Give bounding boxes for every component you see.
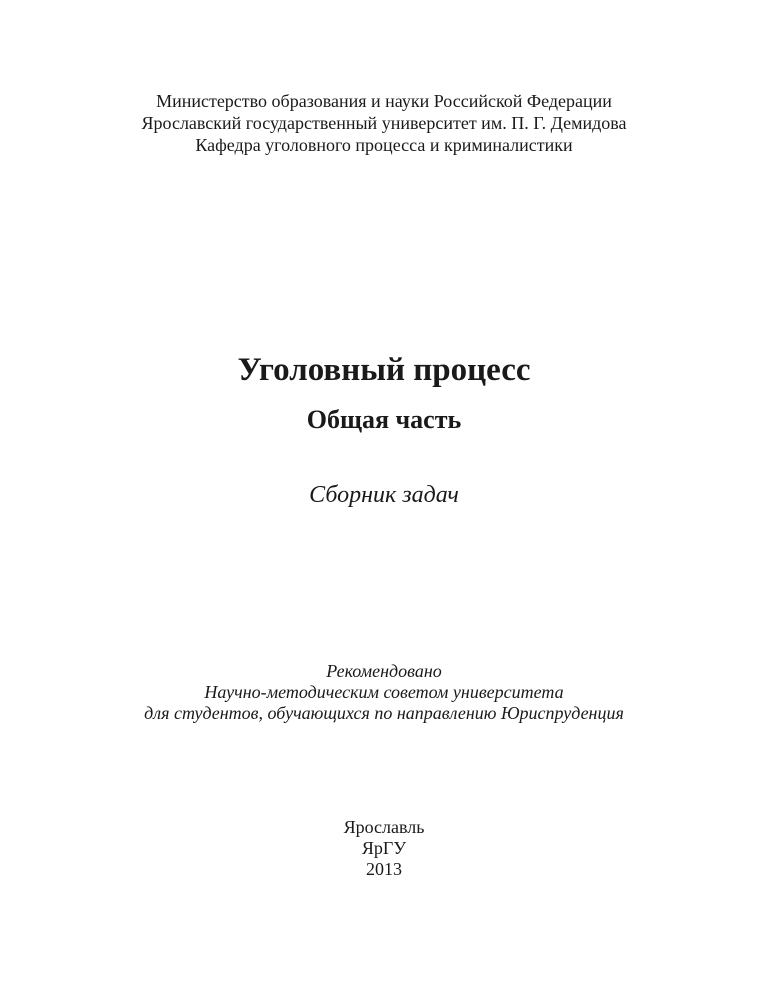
book-title: Уголовный процесс xyxy=(237,352,531,388)
imprint-year: 2013 xyxy=(366,859,402,879)
recommendation-line-2: Научно-методическим советом университета xyxy=(204,682,564,702)
ministry-line: Министерство образования и науки Российской Федерации xyxy=(156,91,612,111)
recommendation-block xyxy=(0,661,768,724)
university-line: Ярославский государственный университет им. П. Г. Демидова xyxy=(141,113,627,133)
institution-header xyxy=(0,90,768,156)
department-line: Кафедра уголовного процесса и криминалистики xyxy=(195,135,573,155)
recommendation-line-1: Рекомендовано xyxy=(326,661,442,681)
recommendation-line-3: для студентов, обучающихся по направлению Юриспруденция xyxy=(144,703,624,723)
imprint-publisher: ЯрГУ xyxy=(361,838,407,858)
book-subtitle: Общая часть xyxy=(306,405,462,434)
book-kind: Сборник задач xyxy=(309,482,459,508)
imprint-city: Ярославль xyxy=(343,817,425,837)
imprint-block xyxy=(0,817,768,880)
